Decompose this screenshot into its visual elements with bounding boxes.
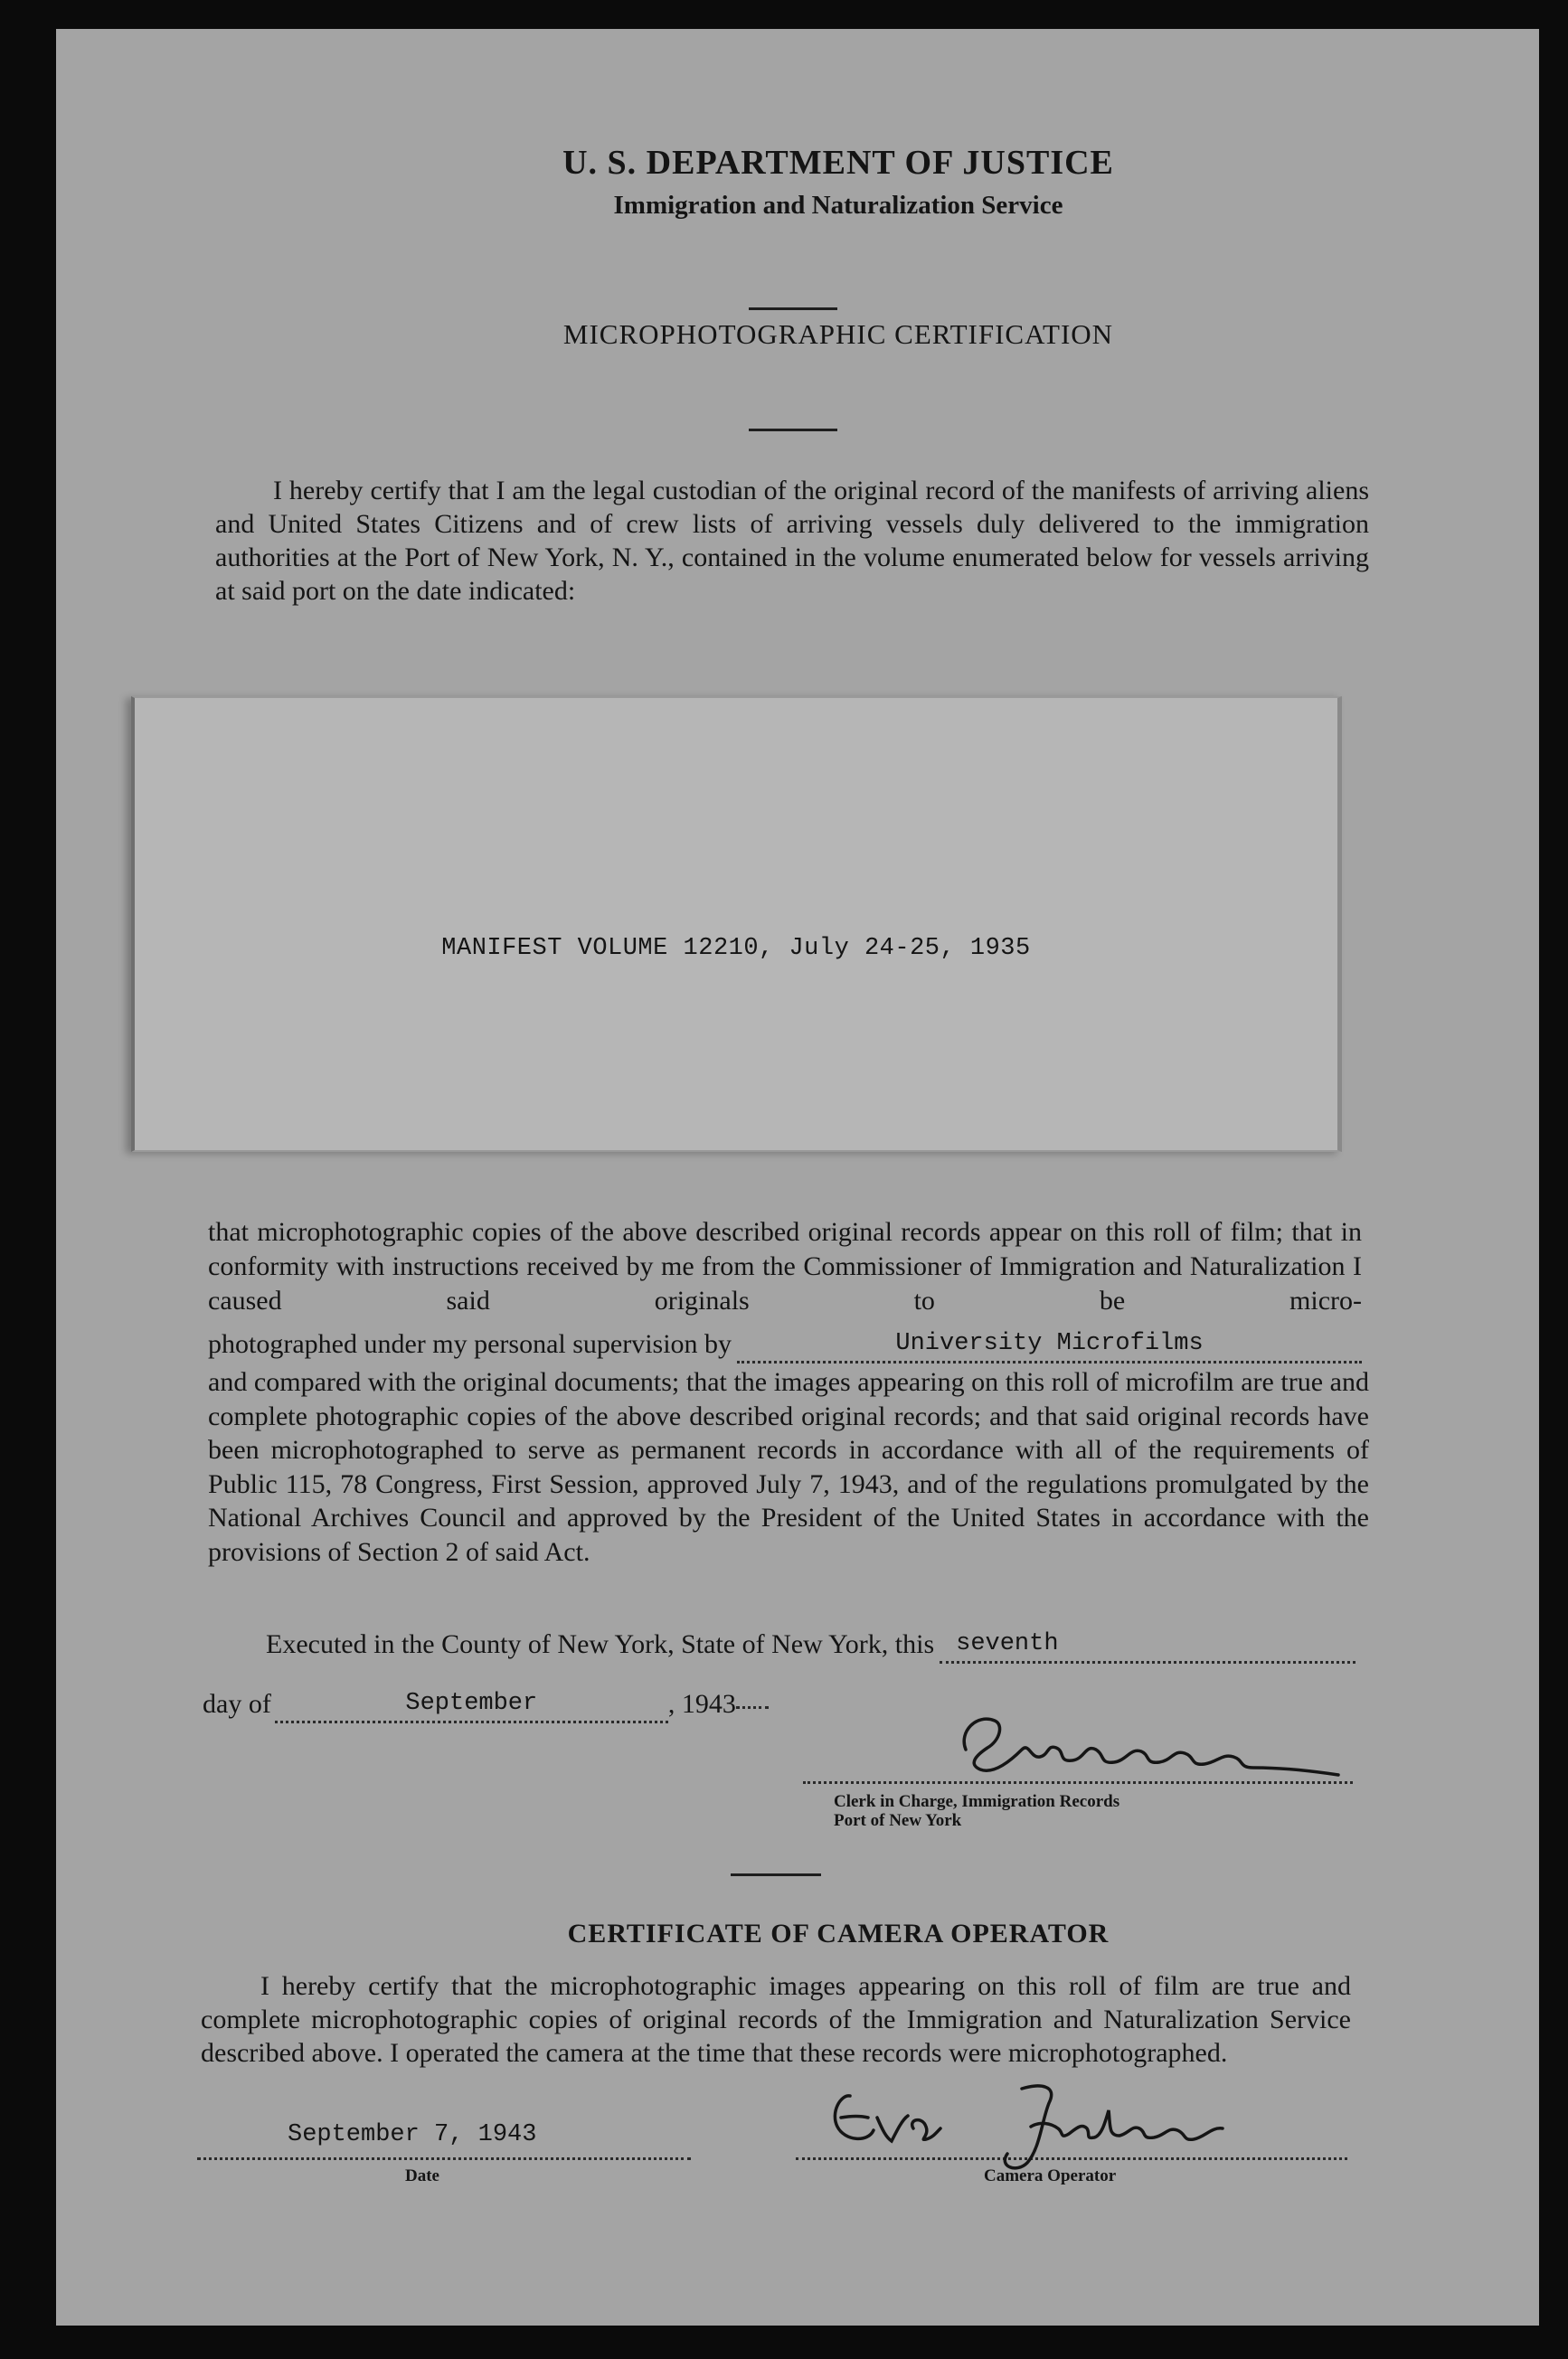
supervisor-field [737,1324,1362,1364]
camera-certificate-title: CERTIFICATE OF CAMERA OPERATOR [567,1919,1110,1949]
date-value: September 7, 1943 [288,2121,537,2148]
operator-signature [814,2076,1239,2175]
supervisor-line [208,1327,1362,1367]
execution-day-value: seventh [956,1630,1059,1657]
month-field [275,1684,668,1723]
divider-top [749,307,837,310]
execution-prefix: Executed in the County of New York, State of New York, this [266,1629,935,1659]
body-paragraph-part3: and compared with the original documents; that the images appearing on this roll of microfilm are true and complete photographic copies of the above described original records; and that said original records have been microphotographed to serve as permanent records in accordance with all of the requirements of Public 115, 78 Congress, First Session, approved July 7, 1943, and of the regulations promulgated by the National Archives Council and approved by the President of the United States in accordance with the provisions of Section 2 of said Act. [208,1367,1369,1567]
department-heading: U. S. DEPARTMENT OF JUSTICE [562,144,1114,182]
year-value: , 1943 [667,1689,736,1719]
body-paragraph-part1: that microphotographic copies of the above described original records appear on this roll of film; that in conformity with instructions received by me from the Commissioner of Immigration and Naturalization I caused said originals to be micro- [208,1217,1362,1316]
day-of-line [203,1687,769,1727]
day-of-label: day of [203,1689,271,1719]
execution-line [266,1628,1355,1667]
month-value: September [405,1690,538,1717]
manifest-volume-label: MANIFEST VOLUME 12210, July 24-25, 1935 [441,935,1031,962]
execution-day-field [940,1624,1355,1664]
divider-camera [731,1873,821,1876]
supervisor-value: University Microfilms [895,1330,1204,1357]
intro-paragraph: I hereby certify that I am the legal custodian of the original record of the manifests of arriving aliens and United States Citizens and of crew lists of arriving vessels duly delivered to the immigration authorities at the Port of New York, N. Y., contained in the volume enumerated below for vessels arriving at said port on the date indicated: [215,476,1369,606]
year-trailing-dots [736,1706,769,1709]
service-subheading: Immigration and Naturalization Service [613,191,1063,220]
operator-label: Camera Operator [984,2166,1117,2185]
volume-card [131,696,1342,1152]
divider-second [749,429,837,431]
supervisor-prefix: photographed under my personal supervision by [208,1329,732,1359]
camera-certificate-text: I hereby certify that the microphotographic images appearing on this roll of film are true and complete microphotographic copies of original records of the Immigration and Naturalization Service described above. I operated the camera at the time that these records were microphotographed. [201,1971,1351,2068]
clerk-title-line1: Clerk in Charge, Immigration Records [834,1792,1120,1811]
certification-title: MICROPHOTOGRAPHIC CERTIFICATION [562,318,1114,350]
date-label: Date [405,2166,439,2185]
clerk-signature [940,1704,1356,1786]
clerk-title-line2: Port of New York [834,1811,962,1830]
